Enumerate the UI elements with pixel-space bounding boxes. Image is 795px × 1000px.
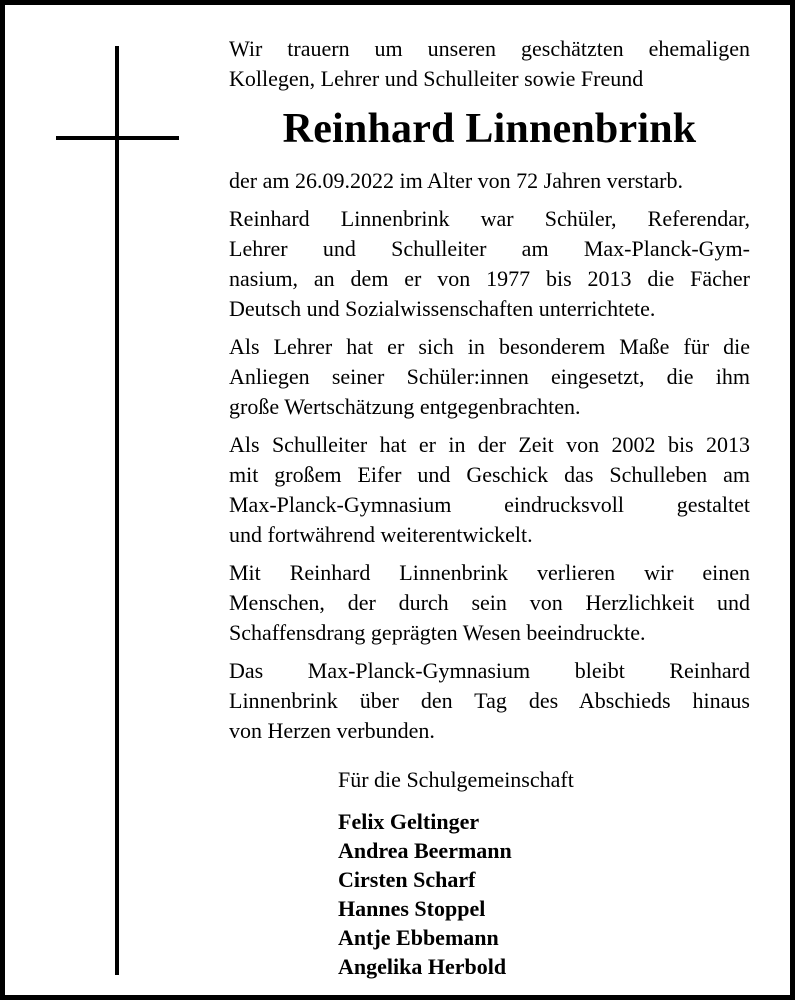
paragraph-line: Deutsch und Sozialwissenschaften unterrichtete.: [229, 296, 656, 321]
signer-name: Cirsten Scharf: [338, 867, 476, 892]
paragraph-line: Reinhard Linnenbrink war Schüler, Referendar,: [229, 206, 750, 231]
paragraph-loss: [229, 558, 750, 648]
paragraph-line: nasium, an dem er von 1977 bis 2013 die Fächer: [229, 266, 750, 291]
paragraph-line: Linnenbrink über den Tag des Abschieds hinaus: [229, 688, 750, 713]
paragraph-line: große Wertschätzung entgegenbrachten.: [229, 394, 581, 419]
paragraph-line: mit großem Eifer und Geschick das Schulleben am: [229, 462, 750, 487]
signer-name: Andrea Beermann: [338, 838, 512, 863]
signer-name: Angelika Herbold: [338, 954, 507, 979]
intro-text: [229, 34, 750, 94]
paragraph-line: Max-Planck-Gymnasium eindrucksvoll gestaltet: [229, 492, 750, 517]
paragraph-line: Das Max-Planck-Gymnasium bleibt Reinhard: [229, 658, 750, 683]
intro-line-1: Wir trauern um unseren geschätzten ehemaligen: [229, 36, 750, 61]
signer-name: Antje Ebbemann: [338, 925, 499, 950]
paragraph-farewell: [229, 656, 750, 746]
signoff: Für die Schulgemeinschaft: [338, 767, 574, 792]
signer-name: Felix Geltinger: [338, 809, 480, 834]
paragraph-line: Menschen, der durch sein von Herzlichkeit und: [229, 590, 750, 615]
death-info-line: der am 26.09.2022 im Alter von 72 Jahren verstarb.: [229, 168, 683, 193]
obituary-body: [229, 34, 750, 754]
paragraph-career: [229, 204, 750, 324]
paragraph-line: Lehrer und Schulleiter am Max-Planck-Gym-: [229, 236, 750, 261]
intro-line-2: Kollegen, Lehrer und Schulleiter sowie Freund: [229, 66, 644, 91]
paragraph-line: Schaffensdrang geprägten Wesen beeindruckte.: [229, 620, 646, 645]
paragraph-line: und fortwährend weiterentwickelt.: [229, 522, 533, 547]
paragraph-line: von Herzen verbunden.: [229, 718, 435, 743]
signature-block: [338, 765, 574, 981]
cross-icon-vertical-bar: [115, 46, 119, 975]
paragraph-line: Mit Reinhard Linnenbrink verlieren wir einen: [229, 560, 750, 585]
signer-name: Hannes Stoppel: [338, 896, 486, 921]
paragraph-headmaster: [229, 430, 750, 550]
death-info: [229, 166, 750, 196]
paragraph-line: Anliegen seiner Schüler:innen eingesetzt, die ihm: [229, 364, 750, 389]
paragraph-teacher: [229, 332, 750, 422]
paragraph-line: Als Lehrer hat er sich in besonderem Maße für die: [229, 334, 750, 359]
paragraph-line: Als Schulleiter hat er in der Zeit von 2002 bis 2013: [229, 432, 750, 457]
deceased-name: Reinhard Linnenbrink: [282, 106, 697, 152]
cross-icon-horizontal-bar: [56, 136, 179, 140]
